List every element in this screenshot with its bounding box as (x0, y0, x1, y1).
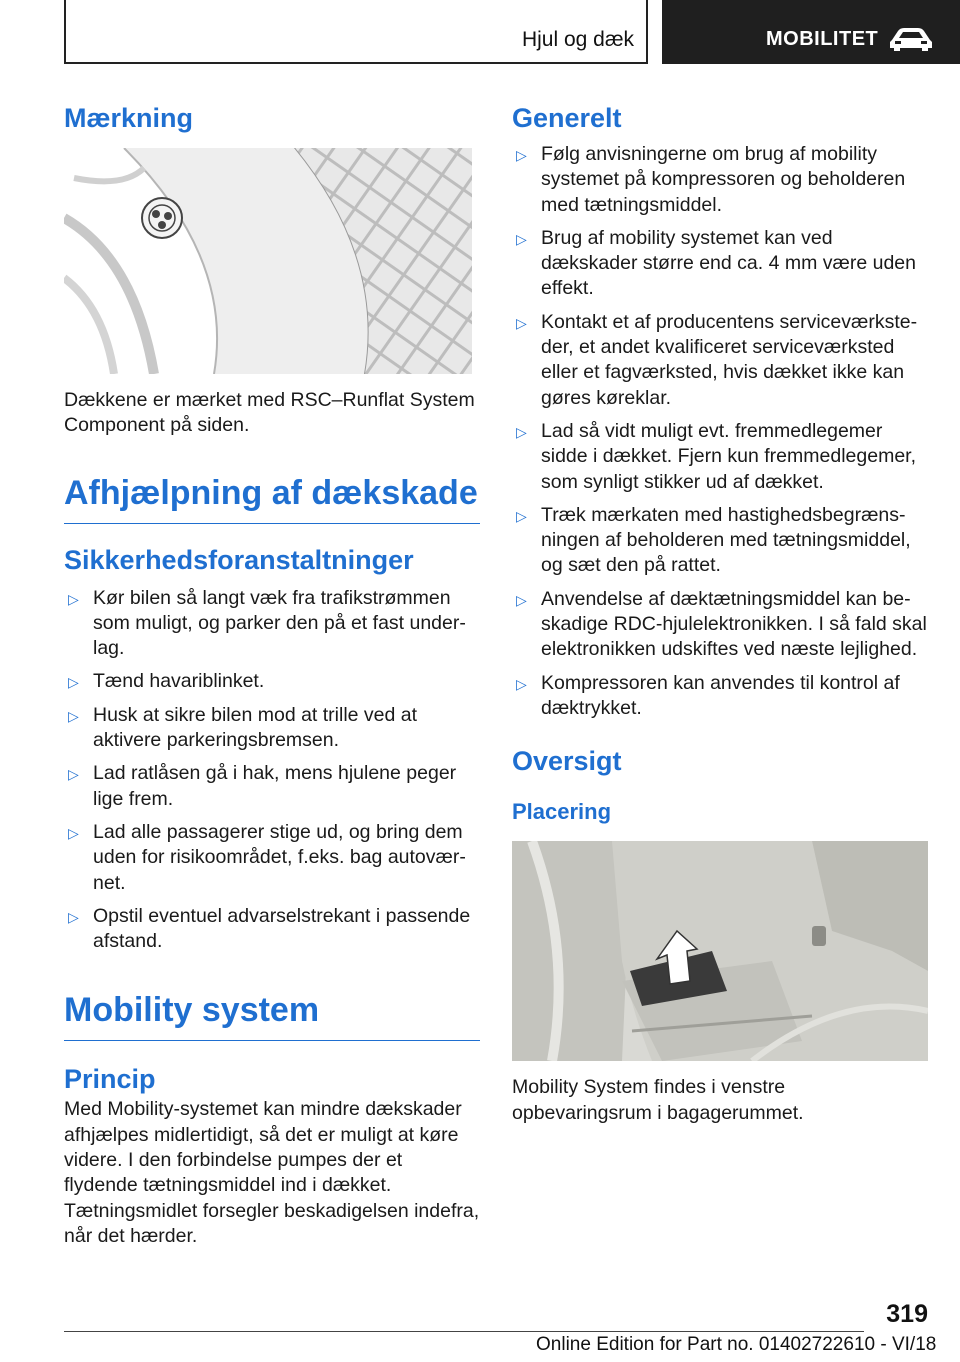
list-item: ▷ Træk mærkaten med hastighedsbegrænsningen af beholderen med tætningsmiddel, og sæt den på rattet. (516, 503, 911, 577)
trunk-storage-illustration (512, 841, 928, 1061)
list-item: ▷ Lad så vidt muligt evt. fremmedlegemer sidde i dækket. Fjern kun fremmedlegemer, som synligt stikker ud af dækket. (516, 419, 916, 493)
triangle-bullet-icon: ▷ (68, 674, 79, 691)
triangle-bullet-icon: ▷ (68, 908, 79, 925)
list-item: ▷ Lad ratlåsen gå i hak, mens hjulene peger lige frem. (68, 762, 457, 810)
header-section-title: Hjul og dæk (521, 28, 634, 51)
list-item: ▷ Følg anvisningerne om brug af mobility systemet på kompressoren og beholderen med tætningsmiddel. (516, 143, 906, 216)
list-item: ▷ Brug af mobility systemet kan ved dækskader større end ca. 4 mm være uden effekt. (516, 226, 916, 300)
marking-heading: Mærkning (64, 103, 194, 133)
list-item: ▷ Tænd havariblinket. (64, 669, 480, 694)
placement-caption: Mobility System findes i venstre opbevaringsrum i bagagerummet. (512, 1076, 804, 1124)
safety-list (64, 586, 480, 955)
triangle-bullet-icon: ▷ (516, 675, 527, 692)
footer-divider (64, 1331, 864, 1332)
list-item: ▷ Husk at sikre bilen mod at trille ved at aktivere parkeringsbremsen. (68, 703, 418, 752)
list-item: ▷ Kontakt et af producentens serviceværksteder, et andet kvalificeret serviceværksted eller et fagværksted, hvis dækket ikke kan gøres køreklar. (516, 310, 918, 409)
car-icon (888, 26, 934, 52)
tire-marking-illustration (64, 148, 472, 374)
placement-heading: Placering (512, 799, 612, 825)
header-chapter-title: MOBILITET (766, 28, 879, 50)
triangle-bullet-icon: ▷ (516, 423, 527, 440)
triangle-bullet-icon: ▷ (68, 766, 79, 783)
list-item: ▷ Opstil eventuel advarselstrekant i passende afstand. (68, 904, 471, 953)
header-chapter-box (662, 0, 960, 64)
repair-heading: Afhjælpning af dækskade (64, 471, 480, 524)
page-number: 319 (886, 1300, 928, 1328)
list-item: ▷ Kør bilen så langt væk fra trafikstrømmen som muligt, og parker den på et fast underlag. (68, 586, 466, 660)
general-heading: Generelt (512, 103, 622, 133)
triangle-bullet-icon: ▷ (516, 147, 527, 163)
triangle-bullet-icon: ▷ (68, 590, 79, 607)
left-column (64, 100, 480, 1249)
right-column (512, 100, 928, 1126)
overview-heading: Oversigt (512, 746, 622, 777)
mobility-heading: Mobility system (64, 988, 480, 1041)
triangle-bullet-icon: ▷ (516, 591, 527, 608)
list-item: ▷ Lad alle passagerer stige ud, og bring dem uden for risikoområdet, f.eks. bag autoværnet. (68, 820, 466, 894)
principle-text: Med Mobility-systemet kan mindre dækskader afhjælpes midlertidigt, så det er muligt at køre videre. I den forbindelse pumpes der et flydende tætningsmiddel ind i dækket. Tætningsmidlet forsegler beskadigelsen indefra, når det hærder. (64, 1098, 480, 1247)
list-item: ▷ Kompressoren kan anvendes til kontrol af dæktrykket. (516, 671, 900, 719)
footer-edition: Online Edition for Part no. 01402722610 - VI/18 (536, 1334, 937, 1355)
list-item: ▷ Anvendelse af dæktætningsmiddel kan beskadige RDC-hjulelektronikken. I så fald skal elektronikken udskiftes ved næste lejlighed. (516, 587, 927, 661)
triangle-bullet-icon: ▷ (516, 230, 527, 247)
principle-heading: Princip (64, 1064, 156, 1095)
safety-heading: Sikkerhedsforanstaltninger (64, 544, 414, 575)
marking-caption: Dækkene er mærket med RSC–Runflat System Component på siden. (64, 389, 475, 437)
general-list (512, 142, 928, 721)
triangle-bullet-icon: ▷ (516, 314, 527, 331)
triangle-bullet-icon: ▷ (68, 824, 79, 841)
triangle-bullet-icon: ▷ (516, 507, 527, 524)
header-section-box (64, 0, 648, 64)
triangle-bullet-icon: ▷ (68, 707, 79, 724)
